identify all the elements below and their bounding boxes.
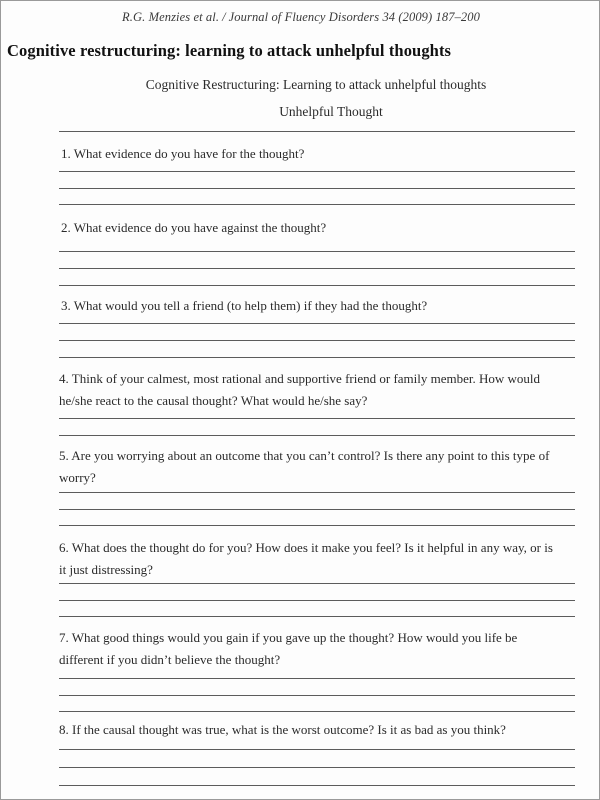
answer-line[interactable] (59, 616, 575, 617)
answer-line[interactable] (59, 268, 575, 269)
answer-line[interactable] (59, 340, 575, 341)
answer-line[interactable] (59, 600, 575, 601)
answer-line[interactable] (59, 285, 575, 286)
question-7: 7. What good things would you gain if you gave up the thought? How would you life be different if you didn’t believe the thought? (59, 630, 518, 667)
question-4: 4. Think of your calmest, most rational and supportive friend or family member. How would he/she react to the causal thought? What would he/she say? (59, 371, 541, 408)
running-header (1, 10, 600, 25)
answer-line[interactable] (59, 435, 575, 436)
answer-line[interactable] (59, 767, 575, 768)
question-1: 1. What evidence do you have for the thought? (61, 146, 305, 161)
answer-line[interactable] (59, 695, 575, 696)
header-authors: R.G. Menzies et al. (122, 10, 220, 24)
answer-line[interactable] (59, 357, 575, 358)
answer-line[interactable] (59, 711, 575, 712)
answer-line[interactable] (59, 251, 575, 252)
header-journal: Journal of Fluency Disorders 34 (2009) 187–200 (228, 10, 480, 24)
answer-line[interactable] (59, 583, 575, 584)
answer-line[interactable] (59, 418, 575, 419)
answer-line[interactable] (59, 525, 575, 526)
answer-line[interactable] (59, 492, 575, 493)
answer-line[interactable] (59, 749, 575, 750)
answer-line[interactable] (59, 678, 575, 679)
worksheet-subtitle: Unhelpful Thought (279, 104, 383, 119)
answer-line[interactable] (59, 204, 575, 205)
question-6: 6. What does the thought do for you? How does it make you feel? Is it helpful in any way, or is it just distressing? (59, 540, 553, 577)
question-8: 8. If the causal thought was true, what is the worst outcome? Is it as bad as you think? (59, 722, 506, 737)
answer-line[interactable] (59, 323, 575, 324)
answer-line[interactable] (59, 785, 575, 786)
header-separator: / (222, 10, 226, 24)
answer-line[interactable] (59, 171, 575, 172)
answer-line[interactable] (59, 188, 575, 189)
section-title: Cognitive restructuring: learning to attack unhelpful thoughts (7, 41, 452, 60)
question-5: 5. Are you worrying about an outcome that you can’t control? Is there any point to this type of worry? (59, 448, 550, 485)
question-3: 3. What would you tell a friend (to help them) if they had the thought? (61, 298, 428, 313)
question-2: 2. What evidence do you have against the thought? (61, 220, 327, 235)
answer-line[interactable] (59, 131, 575, 132)
worksheet-title: Cognitive Restructuring: Learning to attack unhelpful thoughts (145, 77, 487, 92)
answer-line[interactable] (59, 509, 575, 510)
